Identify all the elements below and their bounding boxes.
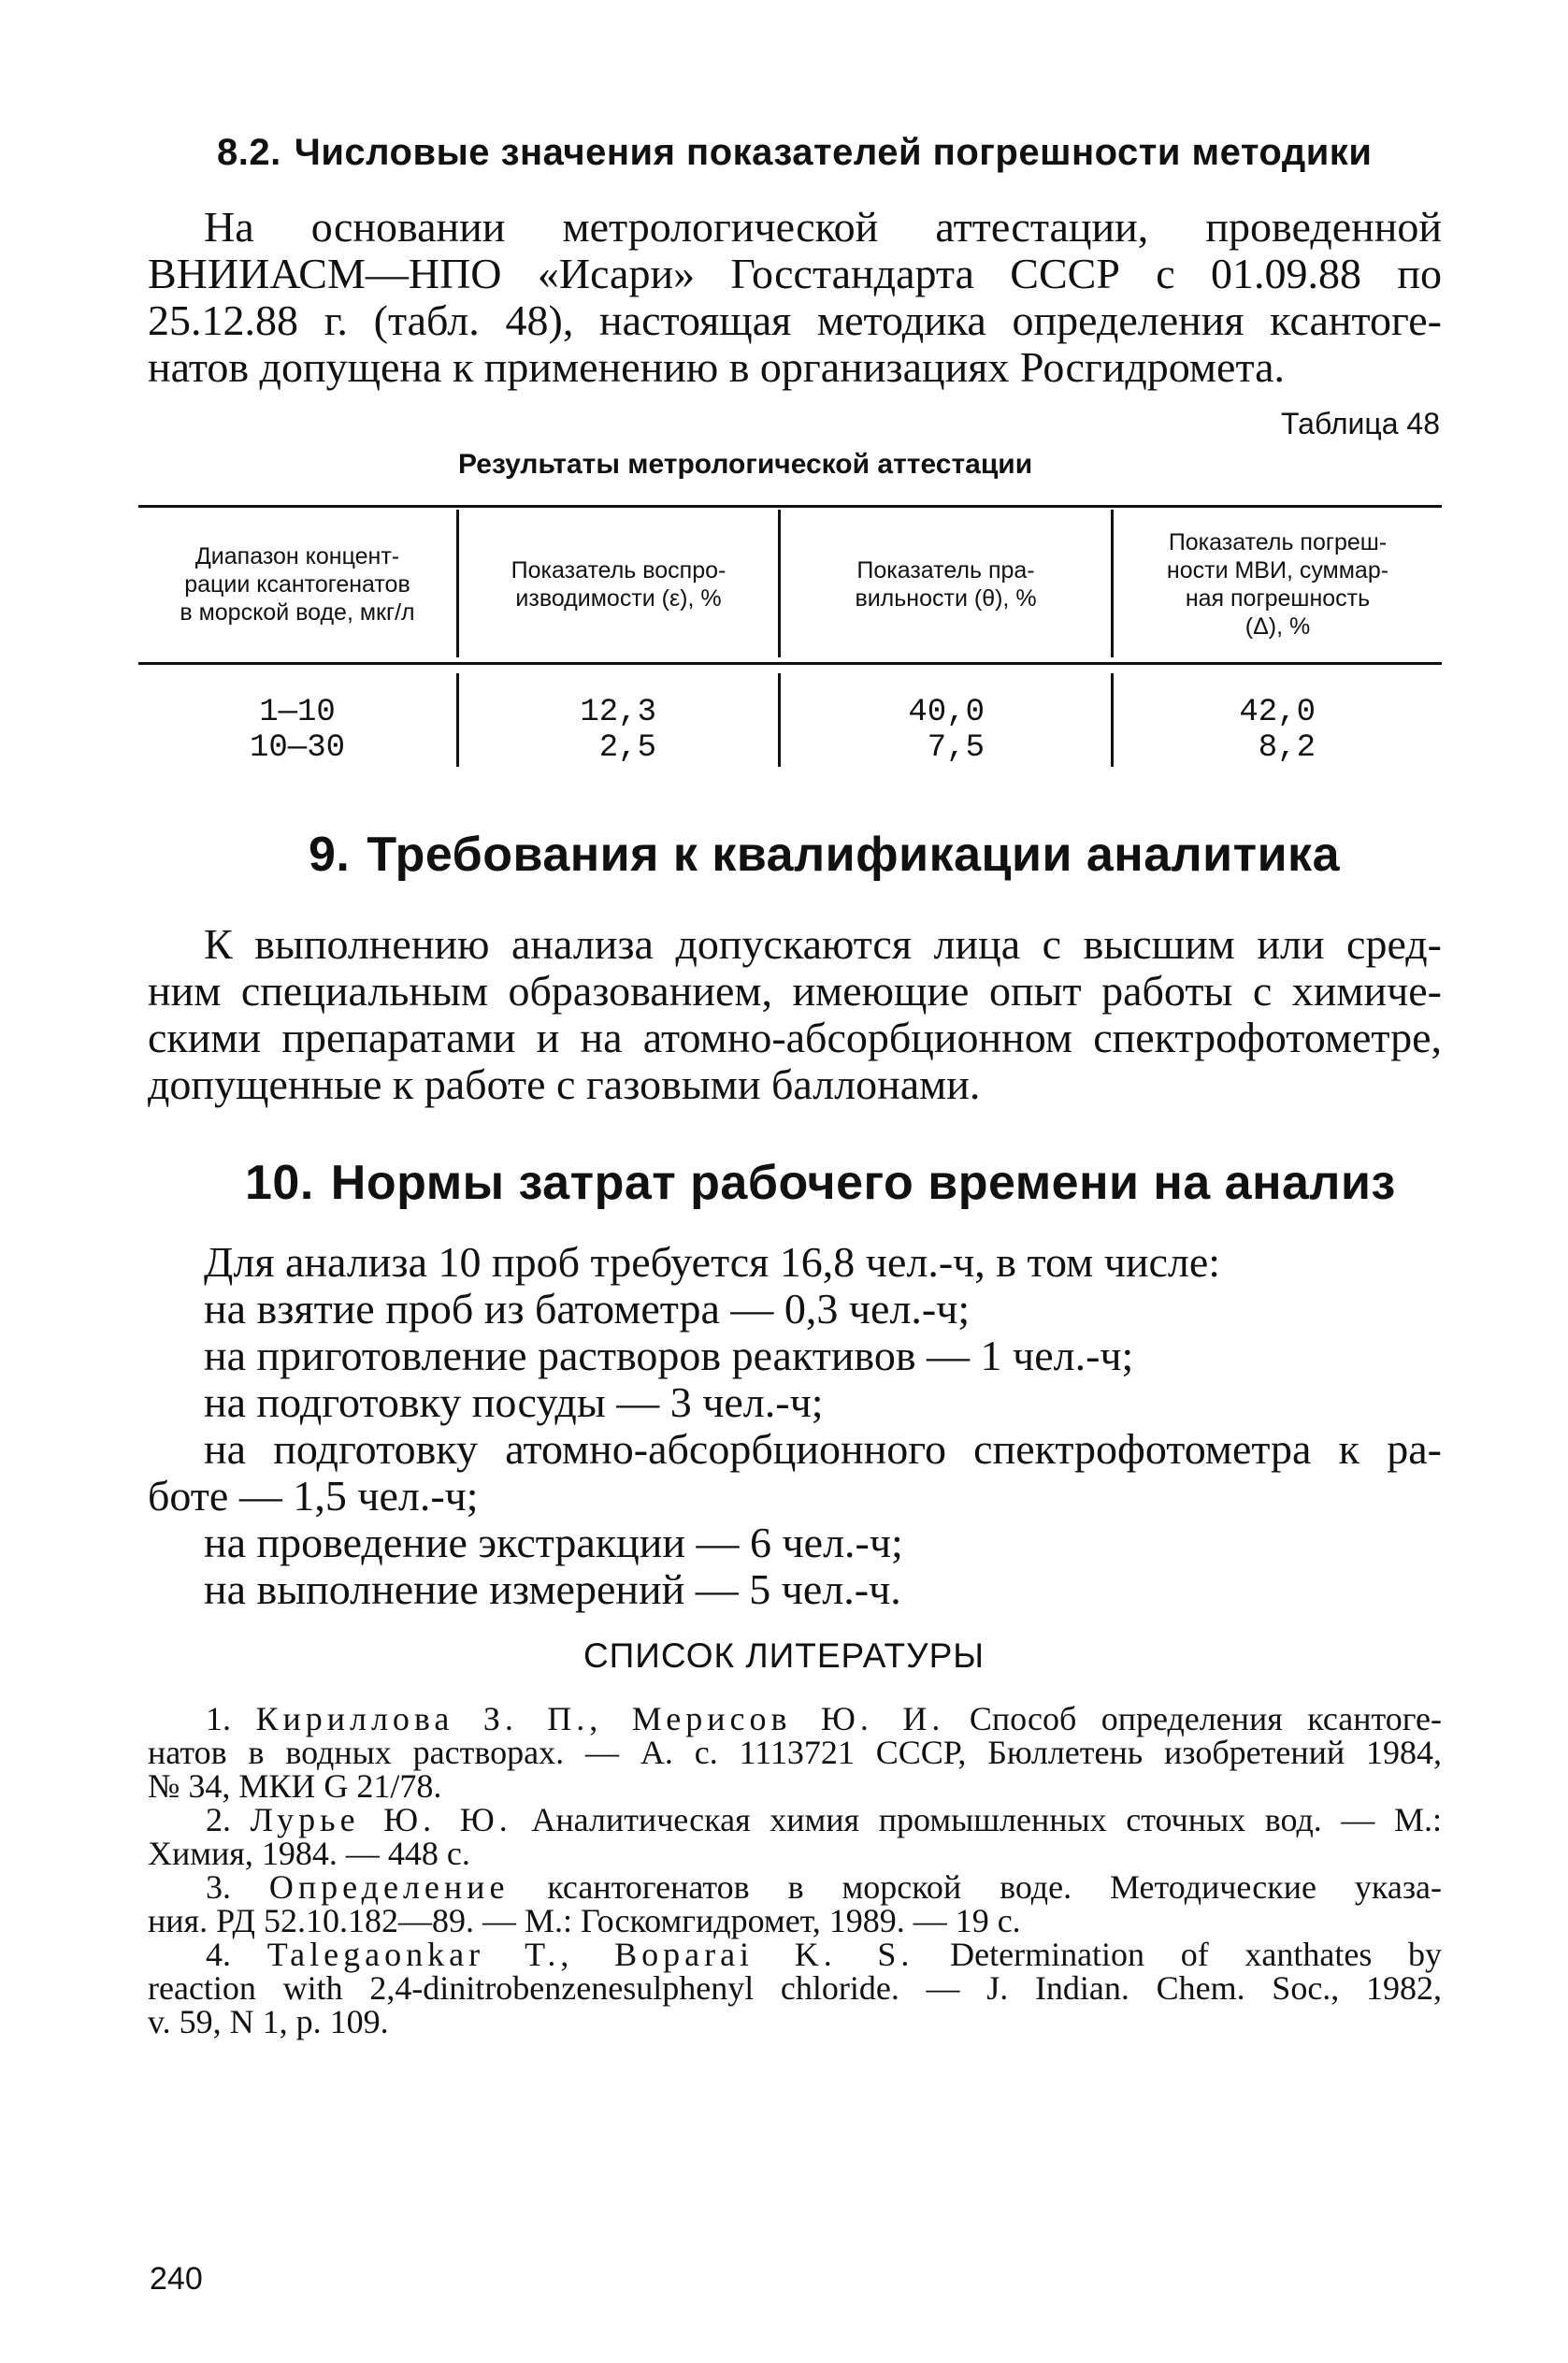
- section-title: Числовые значения показателей погрешности методики: [294, 132, 1373, 173]
- reference-number: 2.: [206, 1801, 231, 1838]
- list-line: на выполнение измерений — 5 чел.-ч.: [204, 1565, 901, 1613]
- reference-text: ксантогенатов в морской воде. Методические указа-: [547, 1868, 1443, 1906]
- paragraph-line: допущенные к работе с газовыми баллонами.: [148, 1060, 981, 1108]
- section-title: Нормы затрат рабочего времени на анализ: [330, 1156, 1396, 1210]
- section-10-list: [148, 1239, 1442, 1613]
- column-accuracy-values: [781, 695, 1111, 766]
- reference-author: Talegaonkar T., Boparai K. S.: [266, 1936, 914, 1973]
- reference-item-2: [148, 1803, 1442, 1837]
- paragraph-line: 25.12.88 г. (табл. 48), настоящая методика определения ксантоге-: [148, 296, 1442, 344]
- paragraph-line: На основании метрологической аттестации, проведенной: [204, 203, 1442, 251]
- table-cell: 10—30: [249, 730, 346, 766]
- reference-continuation: Химия, 1984. — 448 с.: [148, 1835, 470, 1872]
- table-cell: 12,3: [580, 695, 656, 730]
- column-range-values: [138, 695, 456, 766]
- page-number: 240: [150, 2261, 203, 2297]
- reference-author: Лурье Ю. Ю.: [250, 1801, 512, 1838]
- results-table: [138, 505, 1442, 771]
- paragraph-line: натов допущена к применению в организациях Росгидромета.: [148, 343, 1286, 391]
- list-line: на подготовку посуды — 3 чел.-ч;: [204, 1378, 824, 1426]
- reference-text: Аналитическая химия промышленных сточных вод. — М.:: [531, 1801, 1443, 1838]
- section-9-paragraph: [148, 921, 1442, 1108]
- header-line: Показатель пра-: [856, 557, 1035, 584]
- table-cell: 40,0: [908, 695, 985, 730]
- reference-text: Способ определения ксантоге-: [969, 1700, 1443, 1737]
- column-total-error-values: [1114, 695, 1442, 766]
- reference-author: Кириллова З. П., Мерисов Ю. И.: [255, 1700, 945, 1737]
- reference-number: 4.: [206, 1936, 231, 1973]
- list-line: боте — 1,5 чел.-ч;: [148, 1472, 479, 1520]
- header-line: Показатель воспро-: [511, 557, 726, 584]
- paragraph-line: К выполнению анализа допускаются лица с высшим или сред-: [204, 920, 1442, 968]
- table-label: Таблица 48: [1281, 407, 1440, 440]
- reference-item-3: [148, 1870, 1442, 1904]
- section-8-2-heading: [217, 129, 1432, 176]
- header-line: ности МВИ, суммар-: [1166, 557, 1389, 584]
- header-line: вильности (θ), %: [855, 585, 1037, 612]
- reference-continuation: v. 59, N 1, p. 109.: [148, 2003, 389, 2040]
- paragraph-line: ВНИИАСМ—НПО «Исари» Госстандарта СССР с 01.09.88 по: [148, 250, 1442, 297]
- paragraph-line: ним специальным образованием, имеющие опыт работы с химиче-: [148, 967, 1442, 1015]
- header-line: изводимости (ε), %: [515, 585, 722, 612]
- reference-item-4: [148, 1938, 1442, 1971]
- reference-continuation: № 34, МКИ G 21/78.: [148, 1767, 442, 1805]
- list-line: на взятие проб из батометра — 0,3 чел.-ч;: [204, 1285, 971, 1333]
- reference-author: Определение: [268, 1868, 510, 1906]
- table-cell: 8,2: [1258, 730, 1316, 766]
- header-line: Диапазон концент-: [194, 543, 400, 569]
- header-line: (Δ), %: [1244, 613, 1311, 640]
- reference-item-1: [148, 1702, 1442, 1736]
- table-cell: 1—10: [259, 695, 336, 730]
- header-line: Показатель погреш-: [1168, 529, 1388, 555]
- section-title: Требования к квалификации аналитика: [367, 828, 1340, 882]
- section-number: 9.: [309, 828, 351, 882]
- section-8-2-paragraph: [148, 204, 1442, 391]
- header-line: в морской воде, мкг/л: [180, 599, 415, 626]
- header-cell-accuracy: [781, 505, 1111, 664]
- section-number: 10.: [245, 1156, 314, 1210]
- reference-text: Determination of xanthates by: [950, 1936, 1443, 1973]
- reference-continuation: reaction with 2,4-dinitrobenzenesulphenyl chloride. — J. Indian. Chem. Soc., 1982,: [148, 1969, 1442, 2007]
- reference-number: 3.: [206, 1868, 231, 1906]
- table-title: Результаты метрологической аттестации: [458, 449, 1033, 480]
- list-line: на приготовление растворов реактивов — 1 чел.-ч;: [204, 1332, 1134, 1379]
- list-line: Для анализа 10 проб требуется 16,8 чел.-ч, в том числе:: [204, 1238, 1221, 1286]
- reference-continuation: натов в водных растворах. — А. с. 1113721 СССР, Бюллетень изобретений 1984,: [148, 1734, 1442, 1771]
- list-line: на проведение экстракции — 6 чел.-ч;: [204, 1519, 903, 1566]
- header-cell-range: [138, 505, 456, 664]
- reference-number: 1.: [206, 1700, 231, 1737]
- header-line: ная погрешность: [1185, 585, 1371, 612]
- section-10-heading: [245, 1155, 1396, 1211]
- list-line: на подготовку атомно-абсорбционного спектрофотометра к ра-: [204, 1425, 1442, 1473]
- table-cell: 2,5: [598, 730, 656, 766]
- reference-continuation: ния. РД 52.10.182—89. — М.: Госкомгидромет, 1989. — 19 с.: [148, 1902, 1021, 1939]
- reference-list: [148, 1702, 1442, 2039]
- paragraph-line: скими препаратами и на атомно-абсорбционном спектрофотометре,: [148, 1014, 1442, 1061]
- column-reproducibility-values: [459, 695, 778, 766]
- table-cell: 42,0: [1239, 695, 1316, 730]
- header-cell-total-error: [1114, 505, 1442, 664]
- header-line: рации ксантогенатов: [184, 571, 410, 598]
- literature-heading: СПИСОК ЛИТЕРАТУРЫ: [583, 1636, 985, 1675]
- header-cell-reproducibility: [459, 505, 778, 664]
- table-cell: 7,5: [927, 730, 985, 766]
- section-number: 8.2.: [217, 132, 281, 173]
- section-9-heading: [309, 827, 1340, 883]
